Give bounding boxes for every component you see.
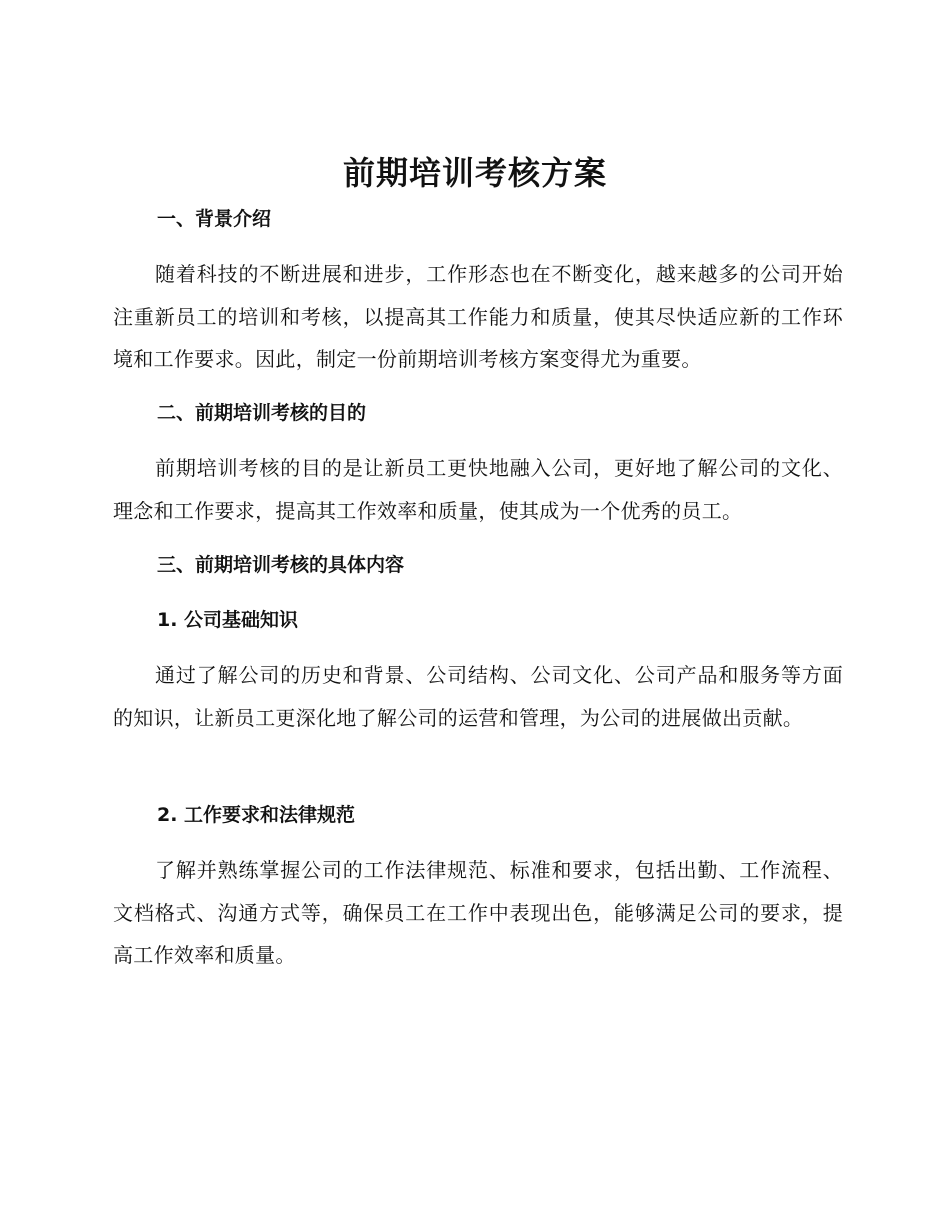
subsection-paragraph-company-basics: 通过了解公司的历史和背景、公司结构、公司文化、公司产品和服务等方面的知识，让新员工更深化地了解公司的运营和管理，为公司的进展做出贡献。	[113, 663, 843, 730]
section-heading-content: 三、前期培训考核的具体内容	[157, 554, 405, 576]
section-heading-purpose: 二、前期培训考核的目的	[157, 402, 367, 424]
document-title: 前期培训考核方案	[342, 154, 607, 192]
section-heading-background: 一、背景介绍	[157, 208, 272, 230]
subsection-paragraph-work-requirements: 了解并熟练掌握公司的工作法律规范、标准和要求，包括出勤、工作流程、文档格式、沟通方式等，确保员工在工作中表现出色，能够满足公司的要求，提高工作效率和质量。	[113, 858, 843, 967]
section-paragraph-background: 随着科技的不断进展和进步，工作形态也在不断变化，越来越多的公司开始注重新员工的培训和考核，以提高其工作能力和质量，使其尽快适应新的工作环境和工作要求。因此，制定一份前期培训考核方案变得尤为重要。	[113, 262, 843, 371]
subsection-heading-work-requirements: 2. 工作要求和法律规范	[157, 804, 356, 826]
section-paragraph-purpose: 前期培训考核的目的是让新员工更快地融入公司，更好地了解公司的文化、理念和工作要求，提高其工作效率和质量，使其成为一个优秀的员工。	[113, 456, 843, 523]
subsection-heading-company-basics: 1. 公司基础知识	[157, 609, 299, 631]
